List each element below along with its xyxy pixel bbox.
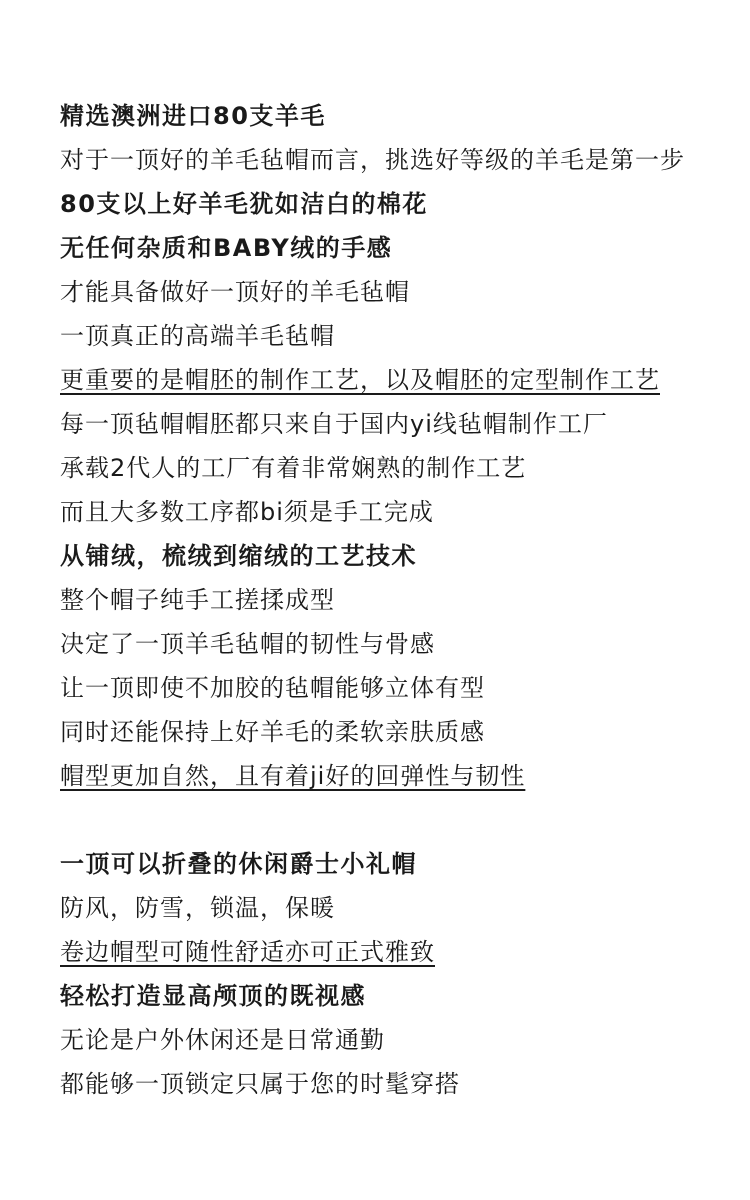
text-line: 承载2代人的工厂有着非常娴熟的制作工艺 — [60, 454, 527, 482]
text-line: 而且大多数工序都bi须是手工完成 — [60, 498, 434, 526]
text-line: 整个帽子纯手工搓揉成型 — [60, 586, 335, 614]
text-line: 同时还能保持上好羊毛的柔软亲肤质感 — [60, 718, 485, 746]
text-line: 让一顶即使不加胶的毡帽能够立体有型 — [60, 674, 485, 702]
text-line: 每一顶毡帽帽胚都只来自于国内yi线毡帽制作工厂 — [60, 410, 608, 438]
text-line: 才能具备做好一顶好的羊毛毡帽 — [60, 278, 410, 306]
text-line: 决定了一顶羊毛毡帽的韧性与骨感 — [60, 630, 435, 658]
heading-line: 轻松打造显高颅顶的既视感 — [60, 982, 366, 1010]
underlined-text-line: 更重要的是帽胚的制作工艺，以及帽胚的定型制作工艺 — [60, 366, 660, 394]
underlined-text-line: 卷边帽型可随性舒适亦可正式雅致 — [60, 938, 435, 966]
heading-line: 80支以上好羊毛犹如洁白的棉花 — [60, 190, 428, 218]
underlined-text-line: 帽型更加自然，且有着ji好的回弹性与韧性 — [60, 762, 526, 790]
text-line: 都能够一顶锁定只属于您的时髦穿搭 — [60, 1070, 460, 1098]
text-line: 无论是户外休闲还是日常通勤 — [60, 1026, 385, 1054]
heading-line: 无任何杂质和BABY绒的手感 — [60, 234, 393, 262]
text-line: 一顶真正的高端羊毛毡帽 — [60, 322, 335, 350]
text-line: 对于一顶好的羊毛毡帽而言，挑选好等级的羊毛是第一步 — [60, 146, 685, 174]
heading-line: 从铺绒，梳绒到缩绒的工艺技术 — [60, 542, 417, 570]
heading-wool-origin: 精选澳洲进口80支羊毛 — [60, 102, 326, 130]
text-line: 防风，防雪，锁温，保暖 — [60, 894, 335, 922]
heading-foldable-hat: 一顶可以折叠的休闲爵士小礼帽 — [60, 850, 417, 878]
